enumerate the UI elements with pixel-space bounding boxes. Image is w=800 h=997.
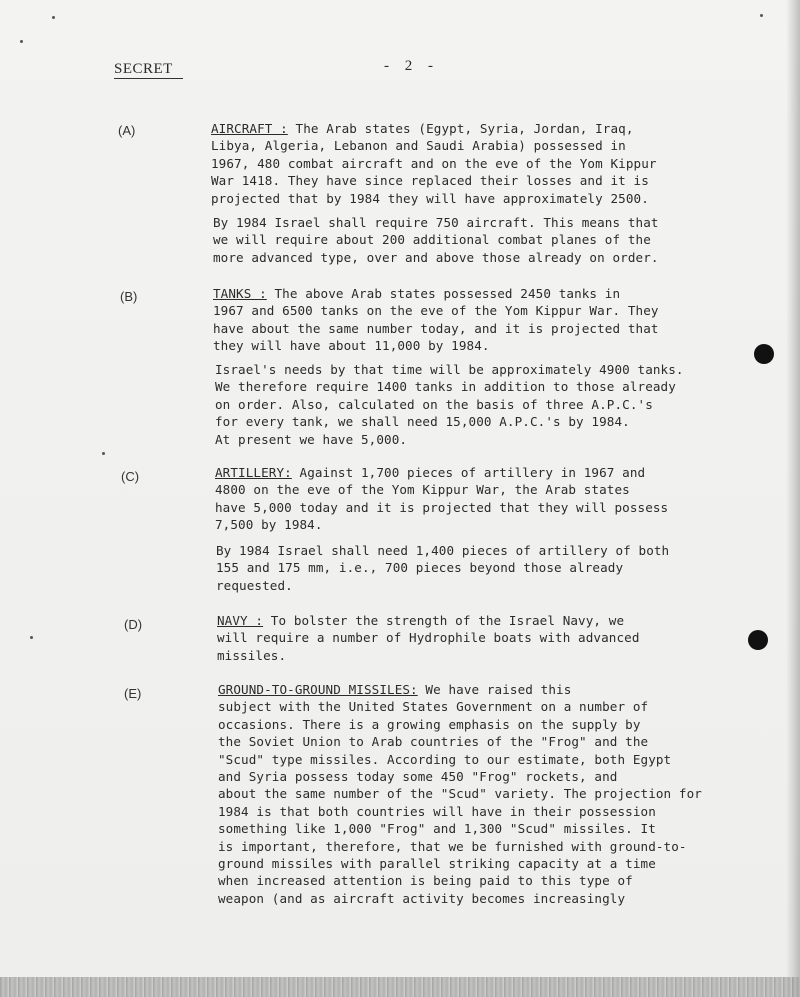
section-d-paragraph-1: NAVY : To bolster the strength of the Israel Navy, we will require a number of Hydrophile boats with advanced missiles. xyxy=(217,613,640,663)
scan-speck xyxy=(30,636,33,639)
section-a-paragraph-2: By 1984 Israel shall require 750 aircraft. This means that we will require about 200 additional combat planes of the more advanced type, over and above those already on order. xyxy=(213,215,659,265)
section-b-heading: TANKS : xyxy=(213,286,267,301)
section-e-heading: GROUND-TO-GROUND MISSILES: xyxy=(218,682,418,697)
section-label-c: (C) xyxy=(121,469,140,484)
scan-speck xyxy=(102,452,105,455)
section-a-heading: AIRCRAFT : xyxy=(211,121,288,136)
section-label-d: (D) xyxy=(124,617,143,632)
section-e-paragraph-1: GROUND-TO-GROUND MISSILES: We have raised this subject with the United States Government on a number of occasions. There is a growing emphasis on the supply by the Soviet Union to Arab countries of the "Frog" and the "Scud" type missiles. According to our estimate, both Egypt and Syria possess today some 450 "Frog" rockets, and about the same number of the "Scud" variety. The projection for 1984 is that both countries will have in their possession something like 1,000 "Frog" and 1,300 "Scud" missiles. It is important, therefore, that we be furnished with ground-to- ground missiles with parallel striking capacity at a time when increased attention is being paid to this type of weapon (and as aircraft activity becomes increasingly xyxy=(218,682,702,906)
scan-speck xyxy=(760,14,763,17)
section-label-e: (E) xyxy=(124,686,142,701)
punch-hole-upper xyxy=(754,344,774,364)
classification-marking: SECRET xyxy=(114,61,183,79)
scan-speck xyxy=(20,40,23,43)
section-c-paragraph-2: By 1984 Israel shall need 1,400 pieces of artillery of both 155 and 175 mm, i.e., 700 pieces beyond those already requested. xyxy=(216,543,670,593)
section-a-paragraph-1: AIRCRAFT : The Arab states (Egypt, Syria, Jordan, Iraq, Libya, Algeria, Lebanon and Saudi Arabia) possessed in 1967, 480 combat aircraft and on the eve of the Yom Kippur War 1418. They have since replaced their losses and it is projected that by 1984 they will have approximately 2500. xyxy=(211,121,657,206)
page-number: - 2 - xyxy=(384,58,439,74)
scan-speck xyxy=(52,16,55,19)
section-label-a: (A) xyxy=(118,123,136,138)
section-c-paragraph-1: ARTILLERY: Against 1,700 pieces of artillery in 1967 and 4800 on the eve of the Yom Kippur War, the Arab states have 5,000 today and it is projected that they will possess 7,500 by 1984. xyxy=(215,465,669,533)
punch-hole-lower xyxy=(748,630,768,650)
page-right-edge-shadow xyxy=(786,0,800,997)
section-d-heading: NAVY : xyxy=(217,613,264,628)
page-bottom-edge-scan-noise xyxy=(0,977,800,997)
section-b-paragraph-1: TANKS : The above Arab states possessed 2450 tanks in 1967 and 6500 tanks on the eve of the Yom Kippur War. They have about the same number today, and it is projected that they will have about 11,000 by 1984. xyxy=(213,286,659,354)
section-c-heading: ARTILLERY: xyxy=(215,465,292,480)
section-b-paragraph-2: Israel's needs by that time will be approximately 4900 tanks. We therefore require 1400 tanks in addition to those already on order. Also, calculated on the basis of three A.P.C.'s for every tank, we shall need 15,000 A.P.C.'s by 1984. At present we have 5,000. xyxy=(215,362,684,447)
section-label-b: (B) xyxy=(120,289,138,304)
